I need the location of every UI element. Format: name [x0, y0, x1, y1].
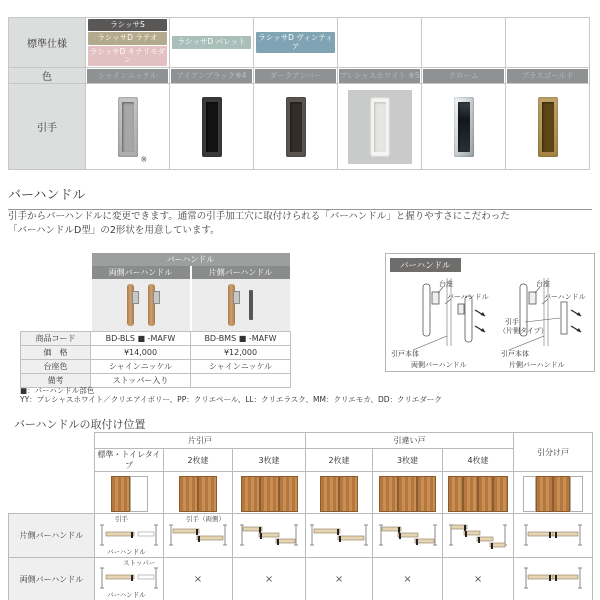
row-label-both-side-barhandle: 両側バーハンドル: [9, 558, 95, 600]
footnote-color-code: ■：バーハンドル部色: [20, 386, 95, 395]
series-chip-palette: ラシッサD パレット: [172, 36, 251, 48]
not-available-mark: ×: [193, 573, 203, 585]
series-cell-1: [86, 18, 170, 68]
door-image-4panel-bypass: [443, 474, 513, 512]
footnote-color-list: YY：プレシャスホワイト／クリエアイボリー、PP：クリエペール、LL：クリエラスク、MM：クリエモカ、DD：クリエダーク: [20, 395, 442, 404]
color-name-darkamber: ダークアンバー: [255, 69, 336, 83]
remarks-both: ストッパー入り: [91, 374, 191, 388]
svg-text:両側バーハンドル: 両側バーハンドル: [411, 361, 467, 369]
product-code-both: BD-BLS ■ -MAFW: [91, 332, 191, 346]
group-header-double-parting: 引分け戸: [514, 433, 593, 472]
row-label-base-color: 台座色: [21, 360, 91, 374]
pull-handle-darkamber-image: [286, 97, 306, 157]
price-single: ¥12,000: [191, 346, 291, 360]
one-side-barhandle-image: [192, 279, 290, 331]
group-header-single-sliding: 片引戸: [95, 433, 306, 449]
sub-header-2panel: 2枚建: [164, 449, 233, 472]
door-image-2panel-bypass: [306, 474, 372, 512]
color-name-chrome: クローム: [423, 69, 504, 83]
svg-text:引戸本体: 引戸本体: [391, 350, 419, 358]
section-description: 引手からバーハンドルに変更できます。通常の引手加工穴に取付けられる「バーハンドル」と握りやすさにこだわった 「バーハンドルD型」の2形状を用意しています。: [8, 211, 510, 236]
row-label-product-code: 商品コード: [21, 332, 91, 346]
plan-diagram: [233, 520, 305, 552]
series-chip-lateo: ラシッサD ラテオ: [88, 32, 167, 44]
sub-header-standard-toilet: 標準・トイレタイプ: [95, 449, 164, 472]
product-code-single: BD-BMS ■ -MAFW: [191, 332, 291, 346]
row-label-one-side-barhandle: 片側バーハンドル: [9, 514, 95, 558]
plan-label-pull-both: 引手（両側）: [186, 515, 225, 523]
svg-text:バーハンドル: バーハンドル: [544, 293, 586, 301]
svg-text:片側バーハンドル: 片側バーハンドル: [509, 361, 565, 369]
plan-label-bar: バーハンドル: [107, 547, 146, 556]
pull-handle-preciouswhite-image: [370, 97, 390, 157]
svg-text:バーハンドル: バーハンドル: [447, 293, 489, 301]
color-name-ironblack: アイアンブラック※4: [171, 69, 252, 83]
base-color-both: シャインニッケル: [91, 360, 191, 374]
door-image-3panel-bypass: [373, 474, 442, 512]
series-chip-vintia: ラシッサD ヴィンティア: [256, 32, 335, 53]
pull-handle-nickel-image: [118, 97, 138, 157]
series-chip-kinari: ラシッサD キナリモダン: [88, 46, 167, 67]
sub-header-3panel: 3枚建: [233, 449, 306, 472]
base-color-single: シャインニッケル: [191, 360, 291, 374]
installation-diagram-box: [385, 253, 595, 372]
color-name-nickel: シャインニッケル: [87, 69, 168, 83]
series-cell-4: [338, 18, 422, 68]
door-image-2panel: [164, 474, 232, 512]
price-both: ¥14,000: [91, 346, 191, 360]
not-available-mark: ×: [334, 573, 344, 585]
gray-backdrop: [348, 90, 412, 164]
sub-header-2panel-bypass: 2枚建: [306, 449, 373, 472]
mounting-position-table: [8, 432, 593, 600]
section-title-mounting-position: バーハンドルの取付け位置: [14, 418, 146, 431]
pull-handle-ironblack-image: [202, 97, 222, 157]
svg-text:台座: 台座: [536, 280, 550, 288]
pull-handle-chrome-image: [454, 97, 474, 157]
svg-text:引戸本体: 引戸本体: [501, 350, 529, 358]
row-label-remarks: 備考: [21, 374, 91, 388]
row-label-standard: 標準仕様: [9, 18, 86, 68]
plan-diagram: [514, 520, 592, 552]
remarks-single: [191, 374, 291, 388]
pull-handle-brassgold-image: [538, 97, 558, 157]
row-label-color: 色: [9, 68, 86, 84]
not-available-mark: ×: [473, 573, 483, 585]
recessed-pull-icon: [249, 290, 253, 320]
plan-diagram: [373, 520, 442, 552]
wood-bar-icon: [127, 284, 134, 326]
series-cell-2: [170, 18, 254, 68]
both-side-barhandle-image: [92, 279, 190, 331]
sub-header-4panel-bypass: 4枚建: [443, 449, 514, 472]
footnote-mark: ※: [140, 155, 148, 164]
barhandle-product-table: [20, 253, 291, 388]
plan-diagram: [306, 520, 372, 552]
col-header-both-side: 両側バーハンドル: [92, 266, 190, 279]
diagram-tab-label: バーハンドル: [390, 258, 461, 272]
color-name-brassgold: ブラスゴールド: [507, 69, 588, 83]
door-image-standard: [95, 474, 163, 512]
row-label-pull: 引手: [9, 84, 86, 170]
plan-diagram: [164, 520, 232, 552]
spec-table: [8, 17, 590, 170]
series-cell-3: [254, 18, 338, 68]
not-available-mark: ×: [403, 573, 412, 585]
svg-text:台座: 台座: [439, 280, 453, 288]
door-image-3panel: [233, 474, 305, 512]
sub-header-3panel-bypass: 3枚建: [373, 449, 443, 472]
not-available-mark: ×: [264, 573, 274, 585]
series-cell-5: [422, 18, 506, 68]
barhandle-diagram: [387, 274, 593, 369]
plan-diagram: [514, 563, 592, 595]
svg-text:引手: 引手: [505, 318, 519, 326]
color-name-preciouswhite: プレシャスホワイト ※5: [339, 69, 420, 83]
series-cell-6: [506, 18, 590, 68]
plan-label-stopper: ストッパー: [123, 559, 156, 567]
svg-text:（片側タイプ）: （片側タイプ）: [499, 327, 548, 335]
plan-label-pull: 引手: [115, 515, 128, 523]
plan-diagram: [95, 520, 163, 552]
group-header-bypass: 引違い戸: [306, 433, 514, 449]
plan-label-bar: バーハンドル: [107, 590, 146, 599]
series-chip-lashissa-s: ラシッサS: [88, 19, 167, 31]
wood-bar-icon: [148, 284, 155, 326]
col-header-one-side: 片側バーハンドル: [192, 266, 290, 279]
plan-diagram: [443, 520, 513, 552]
barhandle-table-header: バーハンドル: [92, 253, 290, 266]
door-image-double-parting: [514, 474, 592, 512]
wood-bar-icon: [228, 284, 235, 326]
row-label-price: 価 格: [21, 346, 91, 360]
section-title-barhandle: バーハンドル: [8, 184, 592, 210]
